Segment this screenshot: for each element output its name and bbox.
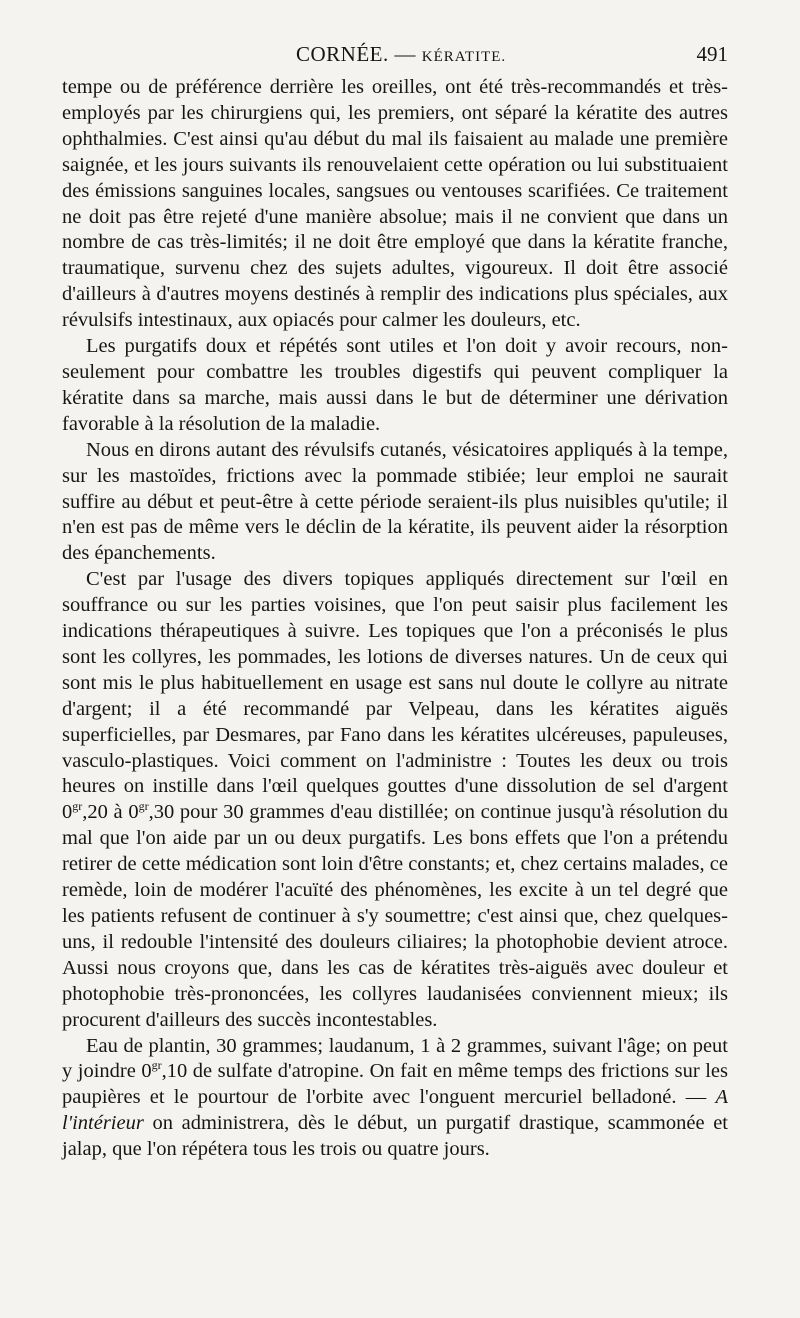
running-subtitle: KÉRATITE. bbox=[421, 49, 507, 65]
running-head bbox=[296, 42, 506, 67]
paragraph-prescription bbox=[62, 1034, 728, 1164]
gram-unit: gr bbox=[72, 799, 83, 814]
page-header bbox=[62, 42, 728, 72]
paragraph-prescription-part-c: on administrera, dès le début, un purgatif drastique, scammonée et jalap, que l'on répétera tous les trois ou quatre jours. bbox=[62, 1112, 728, 1161]
running-title: CORNÉE. — bbox=[296, 42, 416, 66]
paragraph-topicals-part-c: ,30 pour 30 grammes d'eau distillée; on continue jusqu'à résolution du mal que l'on aide par un ou deux purgatifs. Les bons effets que l'on a prétendu retirer de cette médication sont loin d'être constants; et, chez certains malades, ce remède, loin de modérer l'acuïté des phénomènes, les excite à un tel degré que les patients refusent de continuer à s'y soumettre; c'est ainsi que, chez quelques-uns, il redouble l'intensité des douleurs ciliaires; la photophobie devient atroce. Aussi nous croyons que, dans les cas de kératites très-aiguës avec douleur et photophobie très-prononcées, les collyres laudanisées conviennent mieux; ils procurent d'ailleurs des succès incontestables. bbox=[62, 801, 728, 1031]
italic-phrase: A l'intérieur bbox=[62, 1086, 728, 1135]
paragraph-revulsives: Nous en dirons autant des révulsifs cutanés, vésicatoires appliqués à la tempe, sur les mastoïdes, frictions avec la pommade stibiée; leur emploi ne saurait suffire au début et peut-être à cette période seraient-ils plus nuisibles qu'utile; il n'en est pas de même vers le déclin de la kératite, ils peuvent aider la résorption des épanchements. bbox=[62, 438, 728, 565]
paragraph-prescription-part-b: ,10 de sulfate d'atropine. On fait en même temps des frictions sur les paupières et le pourtour de l'orbite avec l'onguent mercuriel belladoné. — bbox=[62, 1060, 728, 1109]
gram-unit: gr bbox=[138, 799, 149, 814]
paragraph-topicals-part-b: ,20 à 0 bbox=[82, 801, 139, 824]
page-number: 491 bbox=[696, 42, 728, 66]
gram-unit: gr bbox=[151, 1058, 162, 1073]
page-body bbox=[62, 75, 728, 1163]
paragraph-topicals-part-a: C'est par l'usage des divers topiques appliqués directement sur l'œil en souffrance ou sur les parties voisines, que l'on peut saisir plus facilement les indications thérapeutiques à suivre. Les topiques que l'on a préconisés le plus sont les collyres, les pommades, les lotions de diverses natures. Un de ceux qui sont mis le plus habituellement en usage est sans nul doute le collyre au nitrate d'argent; il a été recommandé par Velpeau, dans les kératites aiguës superficielles, par Desmares, par Fano dans les kératites ulcéreuses, papuleuses, vasculo-plastiques. Voici comment on l'administre : Toutes les deux ou trois heures on instille dans l'œil quelques gouttes d'une dissolution de sel d'argent 0 bbox=[62, 568, 728, 824]
paragraph-topicals bbox=[62, 567, 728, 1033]
paragraph-prescription-part-a: Eau de plantin, 30 grammes; laudanum, 1 à 2 grammes, suivant l'âge; on peut y joindre 0 bbox=[62, 1034, 728, 1083]
paragraph-purgatives: Les purgatifs doux et répétés sont utiles et l'on doit y avoir recours, non-seulement pour combattre les troubles digestifs qui peuvent compliquer la kératite dans sa marche, mais aussi dans le but de déterminer une dérivation favorable à la résolution de la maladie. bbox=[62, 335, 728, 435]
paragraph-bleeding: tempe ou de préférence derrière les oreilles, ont été très-recommandés et très-employés par les chirurgiens qui, les premiers, ont séparé la kératite des autres ophthalmies. C'est ainsi qu'au début du mal ils faisaient au malade une première saignée, et les jours suivants ils renouvelaient cette opération ou lui substituaient des émissions sanguines locales, sangsues ou ventouses scarifiées. Ce traitement ne doit pas être rejeté d'une manière absolue; mais il ne convient que dans un nombre de cas très-limités; il ne doit être employé que dans la kératite franche, traumatique, survenu chez des sujets adultes, vigoureux. Il doit être associé d'ailleurs à d'autres moyens destinés à remplir des indications plus spéciales, aux révulsifs intestinaux, aux opiacés pour calmer les douleurs, etc. bbox=[62, 76, 728, 332]
